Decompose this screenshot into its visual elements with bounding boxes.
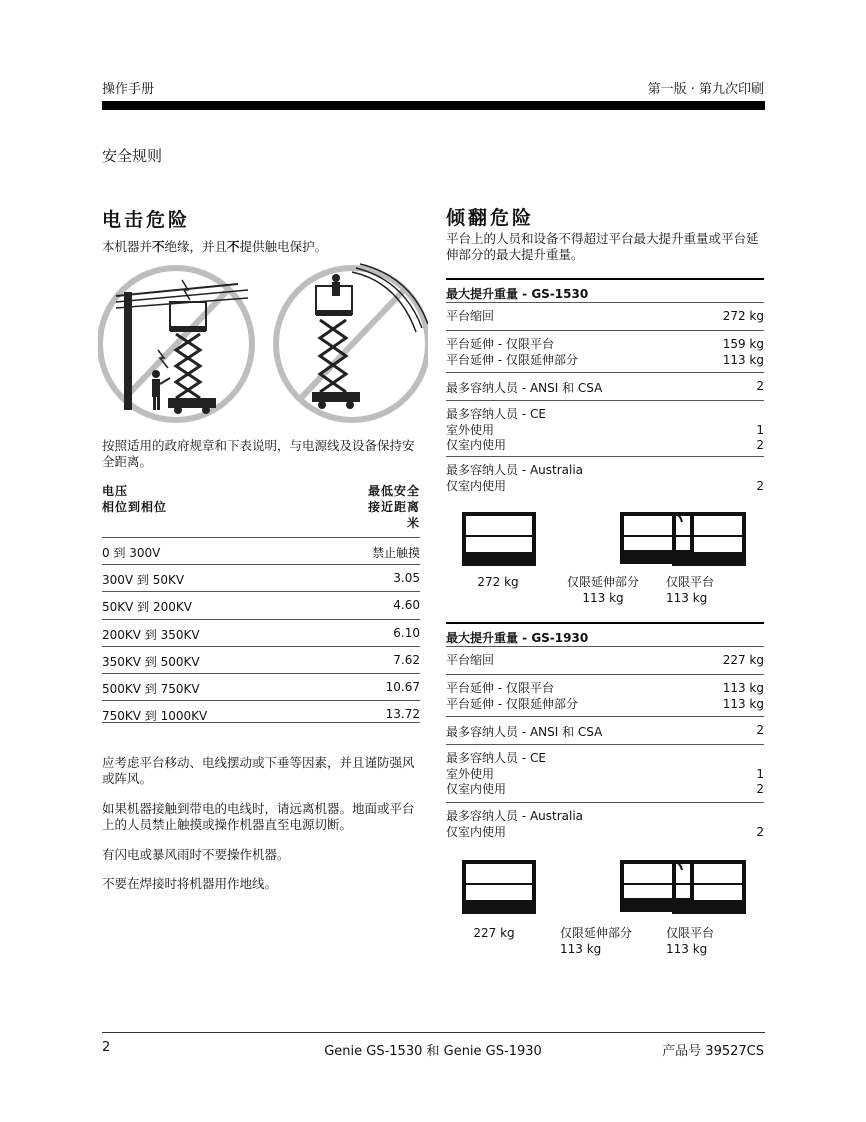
table-cell: 7.62 bbox=[393, 653, 420, 667]
ce-out-value: 1 bbox=[756, 766, 764, 781]
paragraph-welding: 不要在焊接时将机器用作地线。 bbox=[102, 876, 278, 891]
ext-value-2: 113 kg bbox=[722, 696, 764, 711]
header-right: 第一版 · 第九次印刷 bbox=[647, 82, 764, 97]
tip-title: 倾翻危险 bbox=[446, 207, 535, 229]
ansi-label: 最多容纳人员 - ANSI 和 CSA bbox=[446, 381, 603, 395]
header-rule bbox=[102, 101, 765, 110]
ext-label-1: 平台延伸 - 仅限平台 bbox=[446, 681, 554, 695]
distance-header: 最低安全 接近距离 米 bbox=[367, 484, 420, 530]
paragraph-wind: 应考虑平台移动、电线摆动或下垂等因素，并且谨防强风或阵风。 bbox=[102, 755, 415, 786]
ext-label-2: 平台延伸 - 仅限延伸部分 bbox=[446, 696, 578, 711]
platform-only-icon bbox=[674, 862, 744, 912]
au-in-value: 2 bbox=[756, 824, 764, 839]
gs1530-caption-platform: 仅限平台 113 kg bbox=[666, 575, 715, 605]
platform-stowed-icon bbox=[464, 862, 534, 912]
gs1930-table bbox=[446, 622, 764, 842]
footer-part-number: 产品号 39527CS bbox=[662, 1044, 764, 1059]
table-cell: 禁止触摸 bbox=[371, 546, 420, 560]
gs1530-caption-ext: 仅限延伸部分 113 kg bbox=[566, 575, 639, 605]
gs1530-title: 最大提升重量 - GS-1530 bbox=[446, 287, 589, 301]
au-in-label: 仅室内使用 bbox=[446, 478, 507, 493]
table-row: 300V 到 50KV bbox=[102, 573, 185, 587]
au-label: 最多容纳人员 - Australia bbox=[446, 809, 584, 823]
ce-label: 最多容纳人员 - CE bbox=[446, 407, 546, 421]
table-row: 0 到 300V bbox=[102, 546, 161, 560]
table-cell: 6.10 bbox=[393, 626, 420, 640]
stowed-label: 平台缩回 bbox=[446, 653, 495, 667]
table-cell: 10.67 bbox=[385, 680, 420, 694]
ansi-label: 最多容纳人员 - ANSI 和 CSA bbox=[446, 725, 603, 739]
au-in-label: 仅室内使用 bbox=[446, 824, 507, 839]
distance-text: 按照适用的政府规章和下表说明，与电源线及设备保持安全距离。 bbox=[102, 438, 415, 469]
ext-value-1: 159 kg bbox=[722, 337, 764, 351]
au-in-value: 2 bbox=[756, 478, 764, 493]
prohibit-overhead-line-icon bbox=[276, 264, 428, 420]
gs1930-caption-stowed: 227 kg bbox=[473, 926, 515, 940]
voltage-header: 电压 相位到相位 bbox=[102, 484, 168, 514]
platform-stowed-icon bbox=[464, 514, 534, 564]
electric-title: 电击危险 bbox=[102, 209, 191, 231]
paragraph-contact: 如果机器接触到带电的电线时，请远离机器。地面或平台上的人员禁止触摸或操作机器直至电源切断。 bbox=[102, 801, 415, 832]
footer-rule bbox=[102, 1032, 765, 1033]
electric-intro: 本机器并不绝缘，并且不提供触电保护。 bbox=[102, 239, 328, 254]
section-title: 安全规则 bbox=[102, 147, 163, 165]
table-cell: 4.60 bbox=[393, 598, 420, 612]
ce-out-label: 室外使用 bbox=[446, 766, 495, 781]
table-row: 750KV 到 1000KV bbox=[102, 709, 208, 723]
table-row: 50KV 到 200KV bbox=[102, 600, 192, 614]
table-row: 350KV 到 500KV bbox=[102, 655, 200, 669]
header-left: 操作手册 bbox=[102, 82, 155, 97]
ce-label: 最多容纳人员 - CE bbox=[446, 751, 546, 765]
gs1930-platform-diagrams bbox=[462, 858, 752, 918]
ansi-value: 2 bbox=[756, 379, 764, 393]
gs1530-caption-stowed: 272 kg bbox=[477, 575, 519, 589]
ext-label-2: 平台延伸 - 仅限延伸部分 bbox=[446, 352, 578, 367]
ce-in-value: 2 bbox=[756, 438, 764, 452]
paragraph-lightning: 有闪电或暴风雨时不要操作机器。 bbox=[102, 847, 290, 862]
ce-out-label: 室外使用 bbox=[446, 422, 495, 437]
ext-value-1: 113 kg bbox=[722, 681, 764, 695]
stowed-value: 272 kg bbox=[722, 309, 764, 323]
au-label: 最多容纳人员 - Australia bbox=[446, 463, 584, 477]
prohibit-power-line-icon bbox=[100, 268, 252, 420]
footer-model: Genie GS-1530 和 Genie GS-1930 bbox=[324, 1044, 542, 1059]
table-row: 500KV 到 750KV bbox=[102, 682, 200, 696]
gs1930-caption-platform: 仅限平台 113 kg bbox=[666, 926, 715, 956]
ansi-value: 2 bbox=[756, 723, 764, 737]
stowed-value: 227 kg bbox=[722, 653, 764, 667]
gs1930-caption-ext: 仅限延伸部分 113 kg bbox=[560, 926, 633, 956]
gs1530-table bbox=[446, 278, 764, 498]
ext-value-2: 113 kg bbox=[722, 352, 764, 367]
page-number: 2 bbox=[102, 1040, 111, 1055]
tip-intro: 平台上的人员和设备不得超过平台最大提升重量或平台延伸部分的最大提升重量。 bbox=[446, 231, 759, 262]
platform-only-icon bbox=[674, 514, 744, 564]
ce-in-label: 仅室内使用 bbox=[446, 438, 507, 452]
gs1930-title: 最大提升重量 - GS-1930 bbox=[446, 631, 589, 645]
table-row: 200KV 到 350KV bbox=[102, 628, 200, 642]
table-cell: 3.05 bbox=[393, 571, 420, 585]
no-contact-illustration bbox=[98, 262, 428, 427]
ce-in-label: 仅室内使用 bbox=[446, 782, 507, 796]
gs1530-platform-diagrams bbox=[462, 510, 752, 570]
stowed-label: 平台缩回 bbox=[446, 309, 495, 323]
ext-label-1: 平台延伸 - 仅限平台 bbox=[446, 337, 554, 351]
voltage-table bbox=[102, 483, 420, 723]
ce-out-value: 1 bbox=[756, 422, 764, 437]
table-cell: 13.72 bbox=[385, 707, 420, 721]
ce-in-value: 2 bbox=[756, 782, 764, 796]
